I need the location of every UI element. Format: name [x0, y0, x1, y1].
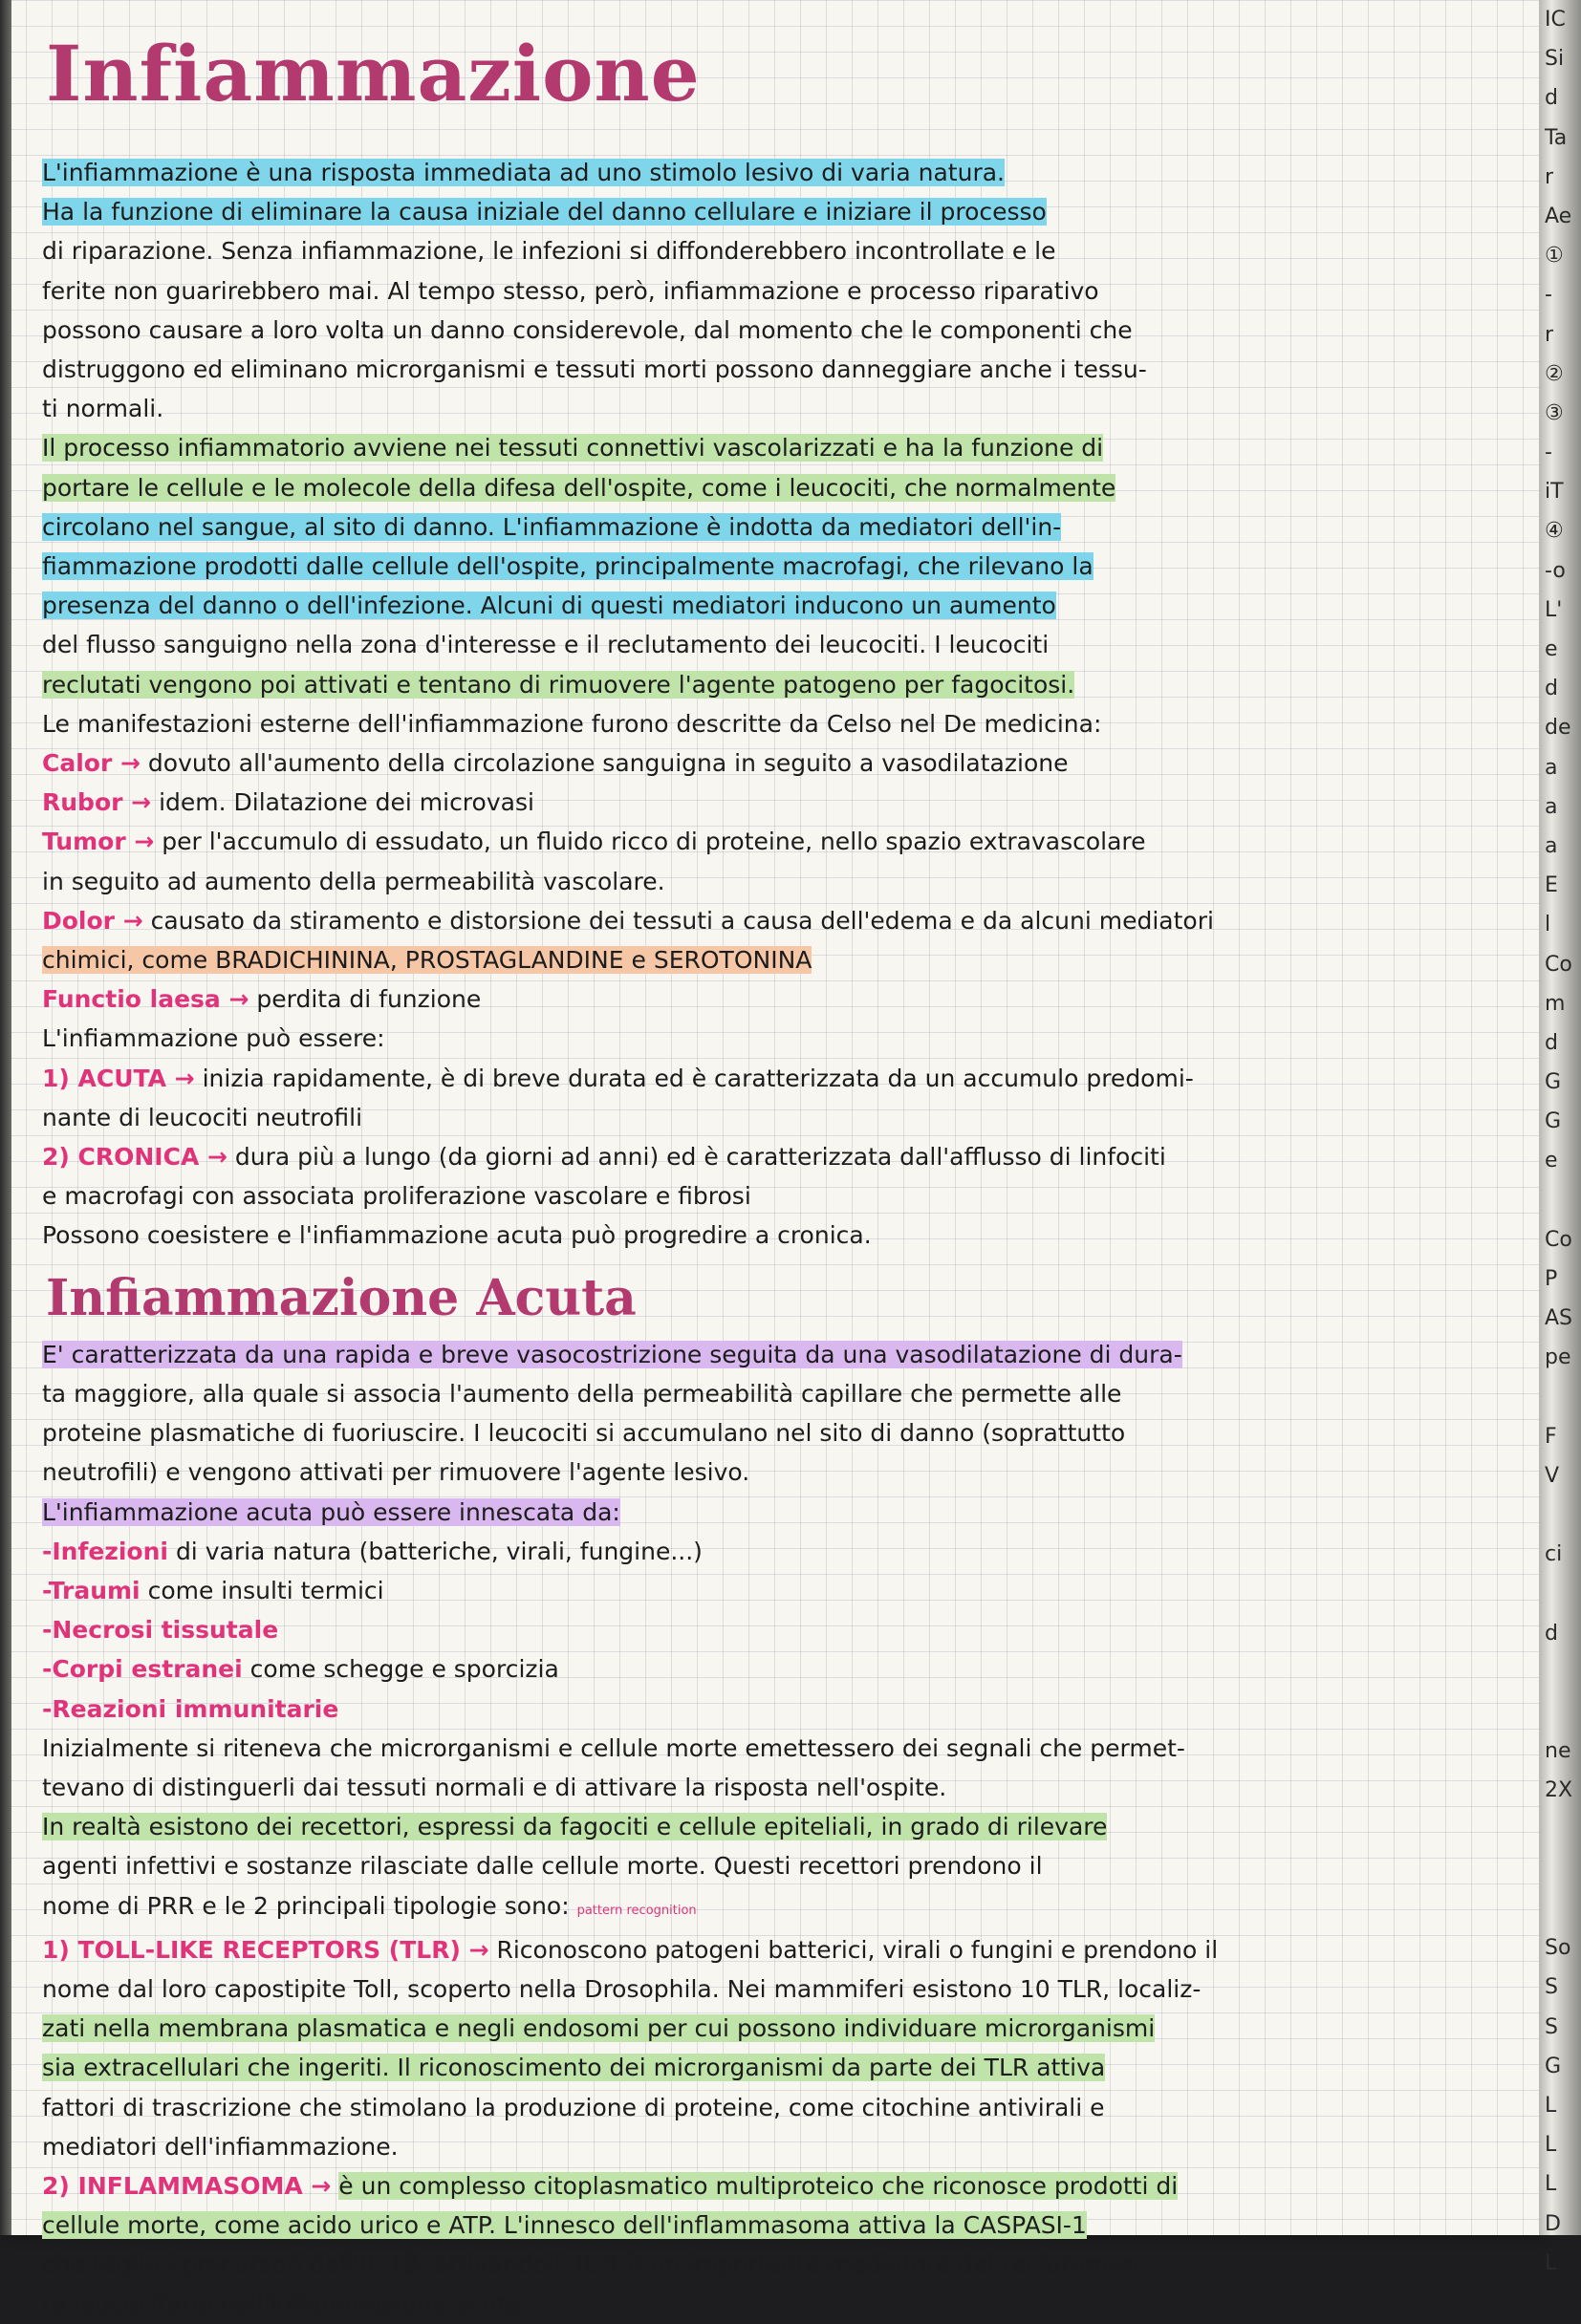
text-line: reclutati vengono poi attivati e tentano di rimuovere l'agente patogeno per fagocitosi. — [42, 670, 1075, 699]
text-line: Le manifestazioni esterne dell'infiammazione furono descritte da Celso nel De medicina: — [42, 709, 1102, 738]
list-item: sia extracellulari che ingeriti. Il riconoscimento dei microrganismi da parte dei TLR attiva — [42, 2054, 1106, 2082]
next-page-fragment — [1541, 1692, 1581, 1732]
text-line: di riparazione. Senza infiammazione, le infezioni si diffonderebbero incontrollate e le — [42, 237, 1056, 266]
next-page-fragment: ③ — [1545, 400, 1564, 425]
text-line: E' caratterizzata da una rapida e breve vasocostrizione seguita da una vasodilatazione di dura- — [42, 1340, 1182, 1368]
next-page-fragment: iT — [1545, 480, 1564, 505]
text-line: distruggono ed eliminano microrganismi e tessuti morti possono danneggiare anche i tessu- — [42, 355, 1147, 384]
text-line: del flusso sanguigno nella zona d'interesse e il reclutamento dei leucociti. I leucociti — [42, 631, 1050, 659]
next-page-fragment: AS — [1545, 1306, 1573, 1331]
receptors-list — [42, 1930, 1476, 2324]
next-page-fragment — [1541, 1575, 1581, 1614]
next-page-peek — [1541, 0, 1581, 2275]
next-page-fragment: ne — [1545, 1739, 1571, 1764]
next-page-fragment: a — [1545, 794, 1558, 819]
next-page-fragment: pe — [1545, 1345, 1571, 1370]
next-page-fragment: D — [1545, 2211, 1561, 2236]
next-page-fragment: G — [1545, 1070, 1562, 1095]
next-page-fragment: - — [1545, 283, 1552, 308]
prr-note: pattern recognition — [576, 1903, 697, 1918]
list-item: Tumor → per l'accumulo di essudato, un fluido ricco di proteine, nello spazio extravascolare — [42, 828, 1146, 856]
list-item: -Infezioni di varia natura (batteriche, virali, fungine...) — [42, 1537, 703, 1565]
next-page-fragment: Si — [1545, 47, 1565, 72]
next-page-fragment: a — [1545, 833, 1558, 858]
next-page-fragment: L — [1545, 2133, 1557, 2158]
text-line: ti normali. — [42, 395, 164, 423]
next-page-fragment: L — [1545, 2250, 1557, 2275]
next-page-fragment — [1541, 1811, 1581, 1850]
section-title: Infiammazione Acuta — [46, 1268, 637, 1327]
next-page-fragment: IC — [1545, 8, 1566, 32]
next-page-fragment: S — [1545, 1975, 1558, 2000]
list-item: mediatori dell'infiammazione. — [42, 2132, 399, 2161]
text-line: possono causare a loro volta un danno considerevole, dal momento che le componenti che — [42, 315, 1133, 344]
next-page-fragment: -o — [1545, 558, 1566, 583]
list-item: e macrofagi con associata proliferazione vascolare e fibrosi — [42, 1182, 751, 1211]
list-item: zati nella membrana plasmatica e negli endosomi per cui possono individuare microrganismi — [42, 2014, 1156, 2043]
next-page-fragment — [1541, 1653, 1581, 1692]
list-item: Dolor → causato da stiramento e distorsione dei tessuti a causa dell'edema e da alcuni mediatori — [42, 906, 1214, 935]
text-line: ta maggiore, alla quale si associa l'aumento della permeabilità capillare che permette alle — [42, 1379, 1122, 1408]
next-page-fragment: Ae — [1545, 204, 1572, 228]
list-item: chimici, come BRADICHININA, PROSTAGLANDINE e SEROTONINA — [42, 946, 812, 975]
list-item: che taglia i precursori dell'IL-1β, attivandoli. IL-1 è un importante mediatore del reclutamen- — [42, 2250, 1147, 2279]
next-page-fragment: e — [1545, 637, 1558, 661]
cardinal-signs-list — [42, 743, 1476, 1019]
next-page-fragment — [1541, 1850, 1581, 1889]
list-item: nome dal loro capostipite Toll, scoperto nella Drosophila. Nei mammiferi esistono 10 TLR, localiz- — [42, 1974, 1202, 2003]
next-page-fragment: Ta — [1545, 125, 1568, 150]
next-page-fragment: S — [1545, 2014, 1558, 2039]
next-page-fragment: ② — [1545, 361, 1564, 386]
text-line: agenti infettivi e sostanze rilasciate dalle cellule morte. Questi recettori prendono il — [42, 1852, 1043, 1881]
next-page-fragment: P — [1545, 1267, 1558, 1291]
list-item: -Reazioni immunitarie — [42, 1694, 339, 1723]
text-line: Il processo infiammatorio avviene nei tessuti connettivi vascolarizzati e ha la funzione di — [42, 434, 1104, 463]
text-line: nome di PRR e le 2 principali tipologie sono: pattern recognition — [42, 1891, 697, 1920]
text-line: neutrofili) e vengono attivati per rimuovere l'agente lesivo. — [42, 1458, 750, 1487]
next-page-fragment — [1541, 1496, 1581, 1535]
text-line: Inizialmente si riteneva che microrganismi e cellule morte emettessero dei segnali che permet- — [42, 1733, 1185, 1762]
text-line: tevano di distinguerli dai tessuti normali e di attivare la risposta nell'ospite. — [42, 1773, 947, 1801]
next-page-fragment: d — [1545, 677, 1558, 701]
triggers-list — [42, 1532, 1476, 1729]
list-item: -Traumi come insulti termici — [42, 1576, 384, 1604]
next-page-fragment: L' — [1545, 597, 1563, 622]
next-page-fragment: F — [1545, 1424, 1557, 1449]
list-item: 2) INFLAMMASOMA → è un complesso citoplasmatico multiproteico che riconosce prodotti di — [42, 2171, 1179, 2200]
next-page-fragment: a — [1545, 755, 1558, 780]
list-item: Functio laesa → perdita di funzione — [42, 985, 482, 1014]
next-page-fragment: - — [1545, 441, 1552, 465]
list-item: Calor → dovuto all'aumento della circolazione sanguigna in seguito a vasodilatazione — [42, 749, 1069, 778]
next-page-fragment: So — [1545, 1936, 1571, 1961]
types-intro: L'infiammazione può essere: — [42, 1024, 385, 1053]
text-line: circolano nel sangue, al sito di danno. L'infiammazione è indotta da mediatori dell'in- — [42, 512, 1062, 541]
next-page-fragment: Co — [1545, 1227, 1572, 1252]
list-item: -Necrosi tissutale — [42, 1616, 279, 1645]
next-page-fragment: Co — [1545, 952, 1572, 977]
next-page-fragment: E — [1545, 873, 1558, 898]
next-page-fragment: d — [1545, 1030, 1558, 1055]
acute-paragraph — [42, 1335, 1476, 1532]
next-page-fragment: ④ — [1545, 519, 1564, 544]
list-item: cellule morte, come acido urico e ATP. L'innesco dell'inflammasoma attiva la CASPASI-1 — [42, 2211, 1087, 2240]
text-line: proteine plasmatiche di fuoriuscire. I leucociti si accumulano nel sito di danno (soprattutto — [42, 1419, 1126, 1448]
text-line: Ha la funzione di eliminare la causa iniziale del danno cellulare e iniziare il processo — [42, 198, 1047, 226]
text-line: portare le cellule e le molecole della difesa dell'ospite, come i leucociti, che normalmente — [42, 473, 1116, 502]
list-item: in seguito ad aumento della permeabilità vascolare. — [42, 867, 665, 895]
text-line: presenza del danno o dell'infezione. Alcuni di questi mediatori inducono un aumento — [42, 592, 1056, 620]
next-page-fragment: d — [1545, 1621, 1558, 1646]
next-page-fragment: d — [1545, 86, 1558, 111]
next-page-fragment: e — [1545, 1149, 1558, 1173]
page-content — [42, 29, 1476, 2324]
list-item: 2) CRONICA → dura più a lungo (da giorni ad anni) ed è caratterizzata dall'afflusso di linfociti — [42, 1143, 1166, 1172]
receptors-paragraph — [42, 1729, 1476, 1930]
next-page-fragment: L — [1545, 2172, 1557, 2197]
list-item: Possono coesistere e l'infiammazione acuta può progredire a cronica. — [42, 1221, 872, 1250]
next-page-fragment: m — [1545, 991, 1566, 1016]
list-item: Rubor → idem. Dilatazione dei microvasi — [42, 788, 534, 817]
list-item: 1) ACUTA → inizia rapidamente, è di breve durata ed è caratterizzata da un accumulo predomi- — [42, 1064, 1194, 1092]
next-page-fragment: L — [1545, 2093, 1557, 2118]
next-page-fragment: de — [1545, 716, 1571, 741]
next-page-fragment — [1541, 1889, 1581, 1928]
text-line: ferite non guarirebbero mai. Al tempo stesso, però, infiammazione e processo riparativo — [42, 276, 1099, 305]
list-item: -Corpi estranei come schegge e sporcizia — [42, 1655, 559, 1684]
text-line: L'infiammazione acuta può essere innescata da: — [42, 1497, 620, 1526]
text-line: fiammazione prodotti dalle cellule dell'ospite, principalmente macrofagi, che rilevano la — [42, 552, 1094, 581]
list-item: fattori di trascrizione che stimolano la produzione di proteine, come citochine antivirali e — [42, 2093, 1105, 2121]
intro-paragraph — [42, 153, 1476, 743]
next-page-fragment: G — [1545, 2054, 1562, 2078]
next-page-fragment: ci — [1545, 1542, 1563, 1567]
types-list — [42, 1019, 1476, 1255]
page-title: Infiammazione — [46, 29, 701, 118]
next-page-fragment: r — [1545, 322, 1554, 347]
list-item: nante di leucociti neutrofili — [42, 1103, 363, 1131]
next-page-fragment: l — [1545, 913, 1551, 937]
next-page-fragment: ① — [1545, 244, 1564, 269]
list-item: 1) TOLL-LIKE RECEPTORS (TLR) → Riconoscono patogeni batterici, virali o fungini e prendono il — [42, 1935, 1219, 1964]
list-item: to leucocitario nell'infiammazione acuta — [42, 2290, 521, 2318]
notebook-spine — [0, 0, 11, 2235]
next-page-fragment — [1541, 1181, 1581, 1220]
next-page-fragment — [1541, 1378, 1581, 1417]
next-page-fragment: V — [1545, 1463, 1560, 1488]
next-page-fragment: r — [1545, 164, 1554, 189]
text-line: L'infiammazione è una risposta immediata ad uno stimolo lesivo di varia natura. — [42, 159, 1005, 186]
next-page-fragment: 2X — [1545, 1778, 1573, 1803]
text-line: In realtà esistono dei recettori, espressi da fagociti e cellule epiteliali, in grado di rilevare — [42, 1813, 1108, 1841]
next-page-fragment: G — [1545, 1109, 1562, 1134]
